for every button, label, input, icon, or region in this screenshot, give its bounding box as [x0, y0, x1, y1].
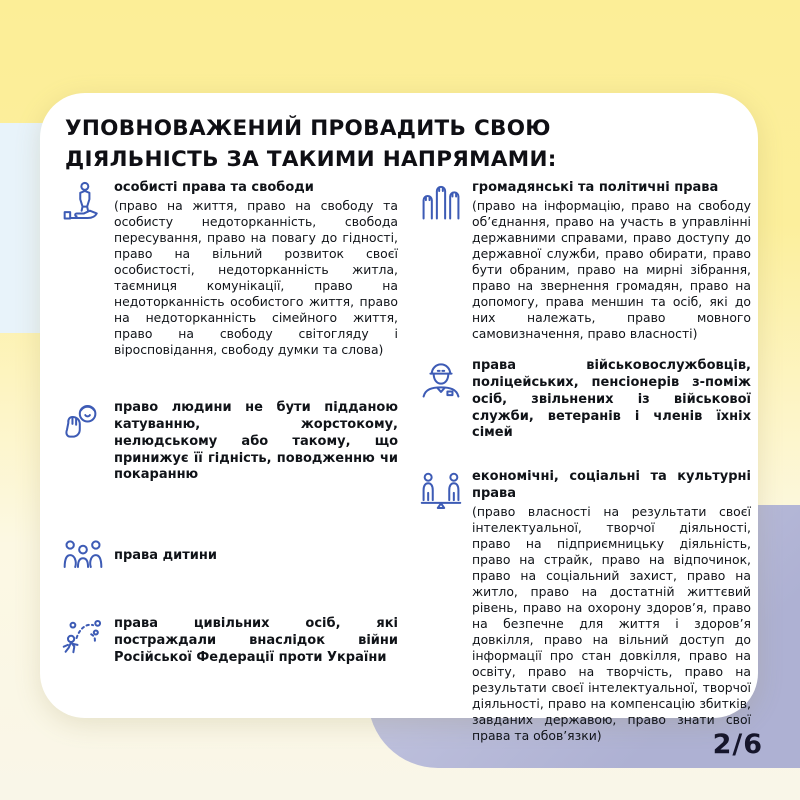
list-item-military-rights — [419, 358, 751, 442]
equality-balance-icon — [419, 469, 463, 513]
item-heading: права військовослужбовців, поліцейських, пенсіонерів з-поміж осіб, звільнених із військової служби, ветеранів і членів їхніх сімей — [472, 357, 751, 441]
item-heading: право людини не бути підданою катуванню, жорстокому, нелюдському або такому, що принижує її гідність, поводженню чи покаранню — [114, 399, 398, 483]
page-title-line-2: ДІЯЛЬНІСТЬ ЗА ТАКИМИ НАПРЯМАМИ: — [65, 146, 557, 172]
item-heading: права дитини — [114, 547, 217, 563]
page-indicator: 2/6 — [712, 729, 763, 760]
item-text — [114, 548, 398, 565]
item-heading: права цивільних осіб, які постраждали внаслідок війни Російської Федерації проти України — [114, 616, 398, 666]
displaced-civilian-icon — [61, 616, 105, 660]
list-item-war-affected-civilians — [61, 616, 398, 667]
item-text — [114, 180, 398, 358]
soldier-icon — [419, 358, 463, 402]
item-body: (право на життя, право на свободу та особисту недоторканність, свобода пересування, право на повагу до гідності, право на вільний розвиток своєї особистості, недоторканність житла, таємниця комунікації, право на недоторканність особистого життя, право на недоторканність сімейного життя, право на свободу світогляду і віросповідання, свободу думки та слова) — [114, 197, 398, 357]
item-text — [472, 469, 751, 744]
left-column — [61, 180, 398, 667]
page-title — [65, 114, 557, 175]
item-body: (право власності на результати своєї інтелектуальної, творчої діяльності, право на підприємницьку діяльність, право на страйк, право на відпочинок, право на соціальний захист, право на житло, право на достатній життєвий рівень, право на охорону здоров’я, право на безпечне для життя і здоров’я довкілля, право на вільний доступ до інформації про стан довкілля, право на освіту, право на творчість, право на результати своєї інтелектуальної, творчої діяльності, право на компенсацію збитків, завданих державою, право знати свої права та обов’язки) — [472, 504, 751, 744]
family-child-icon — [61, 534, 105, 578]
item-body: (право на інформацію, право на свободу об’єднання, право на участь в управлінні державними справами, право доступу до державної служби, право обирати, право бути обраним, право на мирні зібрання, право на звернення громадян, право на допомогу, права меншин та осіб, які до них належать, право мовного самовизначення, право власності) — [472, 197, 751, 341]
list-item-civil-political-rights — [419, 180, 751, 342]
item-text — [472, 358, 751, 442]
item-heading: економічні, соціальні та культурні права — [472, 469, 751, 502]
item-heading: громадянські та політичні права — [472, 180, 719, 195]
right-column — [419, 180, 751, 744]
list-item-no-torture — [61, 400, 398, 484]
protect-from-torture-icon — [61, 400, 105, 444]
item-text — [114, 400, 398, 484]
item-text — [114, 616, 398, 667]
list-item-child-rights — [61, 534, 398, 578]
raised-hands-icon — [419, 180, 463, 224]
item-heading: особисті права та свободи — [114, 180, 314, 195]
person-on-hand-icon — [61, 180, 105, 224]
content-card — [40, 93, 758, 744]
item-text — [472, 180, 751, 342]
list-item-economic-social-cultural-rights — [419, 469, 751, 744]
page-title-line-1: УПОВНОВАЖЕНИЙ ПРОВАДИТЬ СВОЮ — [65, 116, 551, 141]
list-item-personal-rights — [61, 180, 398, 358]
